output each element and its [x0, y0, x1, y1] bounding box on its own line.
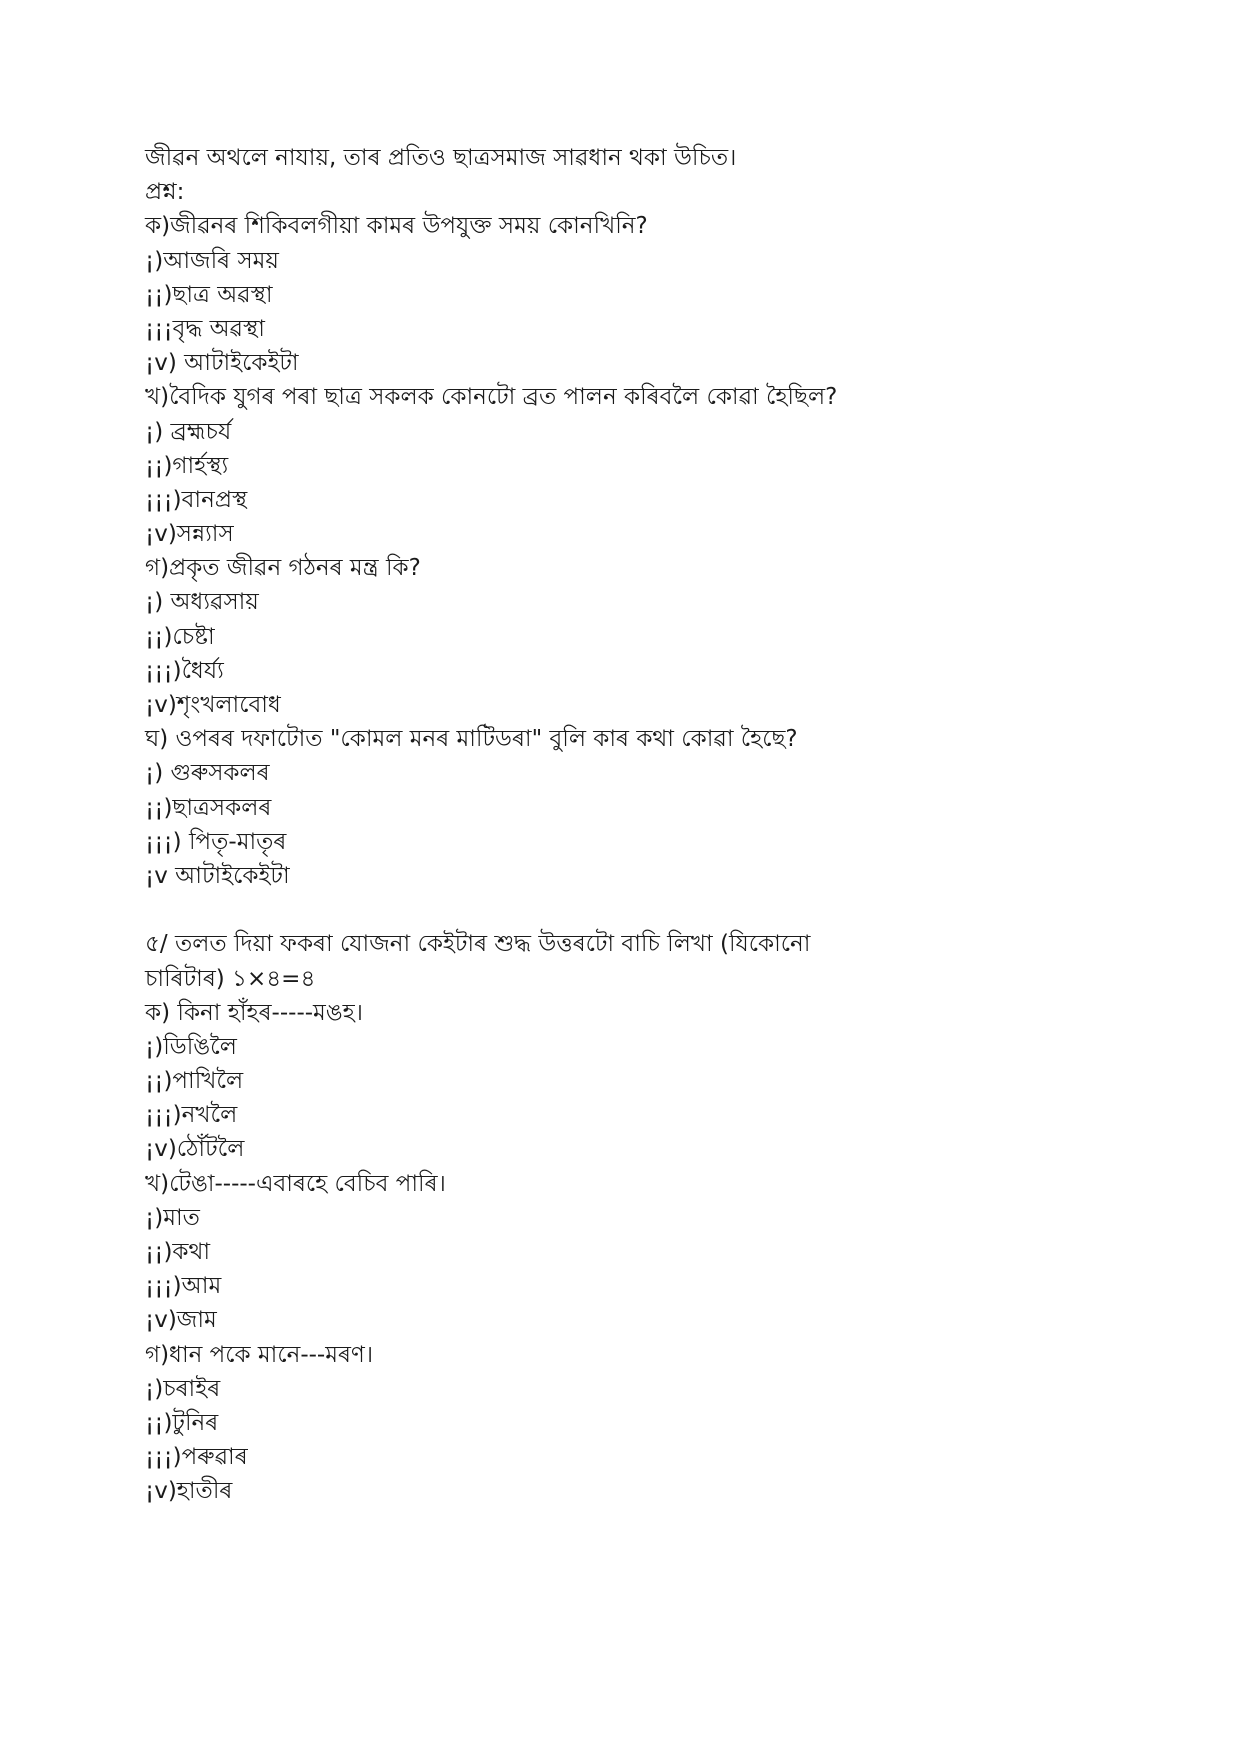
option-text: ¡¡)চেষ্টা [145, 623, 215, 650]
question-text: খ)টেঙা-----এবাৰহে বেচিব পাৰি। [145, 1170, 446, 1197]
section-5-heading-marks: চাৰিটাৰ) ১×৪=৪ [145, 965, 316, 992]
option-text: ¡) অধ্যৱসায় [145, 589, 259, 616]
question-text: গ)প্ৰকৃত জীৱন গঠনৰ মন্ত্ৰ কি? [145, 555, 421, 582]
option-text: ¡¡¡)ধৈৰ্য্য [145, 657, 224, 684]
option-text: ¡v) আটাইকেইটা [145, 350, 299, 377]
section-spacer [145, 893, 1145, 927]
option-text: ¡¡)ছাত্ৰ অৱস্থা [145, 281, 273, 308]
option-text: ¡¡)ছাত্ৰসকলৰ [145, 794, 272, 821]
question-text: গ)ধান পকে মানে---মৰণ। [145, 1341, 374, 1368]
option-text: ¡¡)টুনিৰ [145, 1409, 219, 1436]
option-text: ¡)চৰাইৰ [145, 1375, 221, 1402]
option-text: ¡v)হাতীৰ [145, 1478, 233, 1505]
option-text: ¡)আজৰি সময় [145, 247, 279, 274]
option-text: ¡) গুৰুসকলৰ [145, 760, 270, 787]
page-content [145, 141, 1145, 1509]
option-text: ¡v)শৃংখলাবোধ [145, 692, 281, 718]
comprehension-question-block [145, 380, 1145, 551]
question-text: ঘ) ওপৰৰ দফাটোত "কোমল মনৰ মাটিডৰা" বুলি কাৰ কথা কোৱা হৈছে? [145, 726, 798, 753]
question-text: ক) কিনা হাঁহৰ-----মঙহ। [145, 999, 363, 1026]
option-text: ¡v)সন্ন্যাস [145, 521, 234, 548]
idiom-question-block [145, 1338, 1145, 1509]
option-text: ¡)ডিঙিলৈ [145, 1033, 237, 1060]
option-text: ¡¡¡)নখলৈ [145, 1102, 238, 1129]
section-5-heading: ৫/ তলত দিয়া ফকৰা যোজনা কেইটাৰ শুদ্ধ উত্তৰটো বাচি লিখা (যিকোনো [145, 931, 811, 958]
option-text: ¡) ব্ৰহ্মচৰ্য [145, 418, 232, 445]
idiom-question-block [145, 1167, 1145, 1338]
option-text: ¡¡¡)বানপ্ৰস্থ [145, 486, 248, 513]
questions-label: প্ৰশ্ন: [145, 179, 185, 206]
idiom-question-block [145, 996, 1145, 1167]
option-text: ¡¡¡)আম [145, 1273, 222, 1300]
option-text: ¡¡¡)পৰুৱাৰ [145, 1444, 248, 1471]
section-5 [145, 927, 1145, 1508]
question-text: খ)বৈদিক যুগৰ পৰা ছাত্ৰ সকলক কোনটো ব্ৰত পালন কৰিবলৈ কোৱা হৈছিল? [145, 384, 838, 411]
option-text: ¡v)জাম [145, 1307, 217, 1334]
comprehension-question-block [145, 722, 1145, 893]
option-text: ¡¡¡) পিতৃ-মাতৃৰ [145, 828, 287, 855]
question-text: ক)জীৱনৰ শিকিবলগীয়া কামৰ উপযুক্ত সময় কোনখিনি? [145, 213, 648, 240]
option-text: ¡)মাত [145, 1204, 200, 1231]
option-text: ¡v)ঠোঁটলৈ [145, 1136, 245, 1163]
comprehension-question-block [145, 551, 1145, 722]
option-text: ¡¡)পাখিলৈ [145, 1068, 244, 1095]
comprehension-question-block [145, 209, 1145, 380]
option-text: ¡¡)কথা [145, 1239, 211, 1265]
option-text: ¡¡)গাৰ্হস্থ্য [145, 452, 229, 479]
option-text: ¡v আটাইকেইটা [145, 862, 290, 889]
passage-end-line: জীৱন অথলে নাযায়, তাৰ প্ৰতিও ছাত্ৰসমাজ সাৱধান থকা উচিত। [145, 145, 737, 171]
option-text: ¡¡¡বৃদ্ধ অৱস্থা [145, 315, 265, 342]
